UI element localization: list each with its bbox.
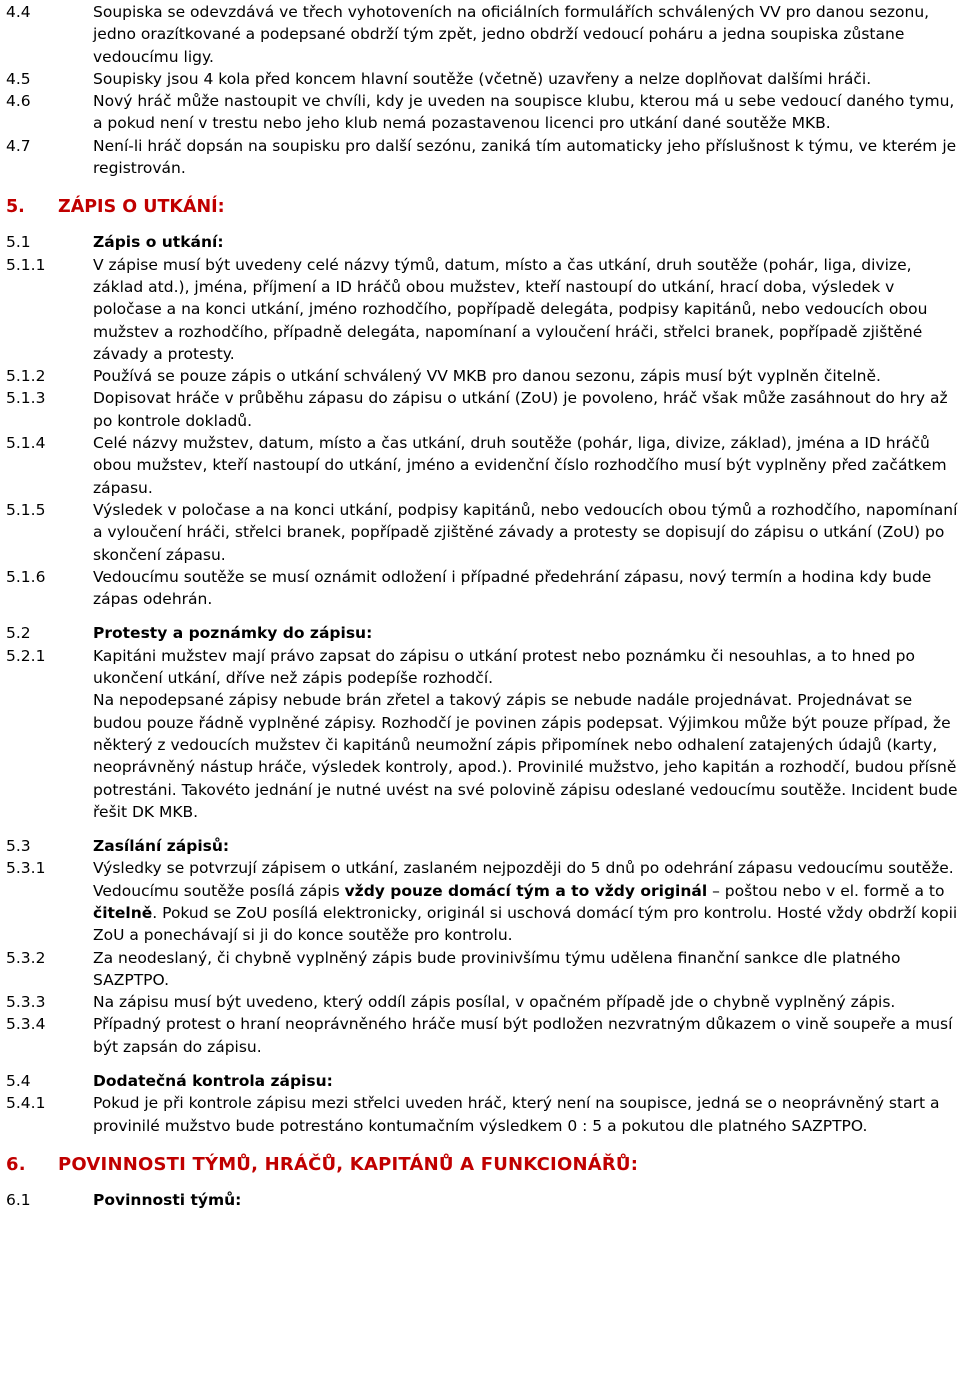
- clause-text-part: Výsledky se potvrzují zápisem o utkání, zaslaném nejpozději do 5 dnů po odehrání zápasu vedoucímu soutěže. Vedoucímu soutěže posílá zápis: [93, 859, 954, 900]
- clause-number: 5.3.2: [6, 948, 46, 967]
- clause-number: 5.2.1: [6, 646, 46, 665]
- clause-5-1-2: [6, 365, 960, 387]
- clause-text: Používá se pouze zápis o utkání schválený VV MKB pro danou sezonu, zápis musí být vyplněn čitelně.: [93, 367, 881, 386]
- clause-number: 5.3.4: [6, 1015, 46, 1034]
- clause-4-4: [6, 1, 960, 68]
- clause-5-1-5: [6, 499, 960, 566]
- clause-text: Pokud je při kontrole zápisu mezi střelci uveden hráč, který není na soupisce, jedná se o neoprávněný start a provinilé mužstvo bude potrestáno kontumačním výsledkem 0 : 5 a pokutou dle platného SAZPTPO.: [93, 1094, 940, 1135]
- section-title: POVINNOSTI TÝMŮ, HRÁČŮ, KAPITÁNŮ A FUNKCIONÁŘŮ:: [58, 1153, 639, 1175]
- section-5-heading: [6, 195, 960, 219]
- clause-number: 4.4: [6, 3, 31, 21]
- subsection-number: 6.1: [6, 1190, 31, 1209]
- clause-number: 4.6: [6, 92, 31, 111]
- clause-5-1-3: [6, 387, 960, 432]
- clause-text: Není-li hráč dopsán na soupisku pro další sezónu, zaniká tím automaticky jeho příslušnost k týmu, ve kterém je registrován.: [93, 136, 957, 178]
- clause-number: 4.5: [6, 69, 31, 88]
- clause-5-3-2: [6, 947, 960, 992]
- clause-4-5: [6, 68, 960, 90]
- clause-emphasis: vždy pouze domácí tým a to vždy originál: [344, 881, 708, 900]
- clause-emphasis: čitelně: [93, 903, 153, 922]
- clause-5-4-1: [6, 1092, 960, 1137]
- subsection-title: Zasílání zápisů:: [93, 837, 230, 856]
- subsection-title: Zápis o utkání:: [93, 233, 224, 252]
- clause-number: 5.3.1: [6, 859, 46, 878]
- section-number: 6.: [6, 1153, 26, 1175]
- clause-number: 5.1.1: [6, 255, 46, 274]
- clause-text: Za neodeslaný, či chybně vyplněný zápis bude provinivšímu týmu udělena finanční sankce dle platného SAZPTPO.: [93, 948, 901, 989]
- clause-number: 5.3.3: [6, 993, 46, 1012]
- subsection-title: Protesty a poznámky do zápisu:: [93, 624, 373, 643]
- clause-number: 5.1.4: [6, 434, 46, 453]
- subsection-title: Dodatečná kontrola zápisu:: [93, 1072, 333, 1091]
- clause-text: Vedoucímu soutěže se musí oznámit odložení i případné předehrání zápasu, nový termín a hodina kdy bude zápas odehrán.: [93, 567, 932, 609]
- clause-text-part: – poštou nebo v el. formě a to: [707, 881, 945, 900]
- clause-5-3-4: [6, 1013, 960, 1058]
- clause-text: Nový hráč může nastoupit ve chvíli, kdy je uveden na soupisce klubu, kterou má u sebe vedoucí daného tymu, a pokud není v trestu nebo jeho klub nemá pozastavenou licenci pro utkání dané soutěže MKB.: [93, 92, 955, 133]
- clause-number: 5.1.3: [6, 389, 46, 408]
- clause-text: Výsledek v poločase a na konci utkání, podpisy kapitánů, nebo vedoucích obou týmů a rozhodčího, napomínaní a vyloučení hráči, střelci branek, popřípadě zjištěné závady a protesty se dopisují do zápisu o utkání (ZoU) po skončení zápasu.: [93, 500, 958, 564]
- clause-text-part: . Pokud se ZoU posílá elektronicky, originál si uschová domácí tým pro kontrolu. Hosté vždy obdrží kopii ZoU a ponechávají si ji do konce soutěže pro kontrolu.: [93, 903, 958, 945]
- clause-number: 4.7: [6, 136, 31, 155]
- clause-4-7: [6, 135, 960, 180]
- section-title: ZÁPIS O UTKÁNÍ:: [58, 197, 225, 218]
- subsection-6-1-heading: [6, 1189, 960, 1211]
- clause-5-1-4: [6, 432, 960, 499]
- clause-text: [93, 857, 960, 946]
- clause-text: Soupisky jsou 4 kola před koncem hlavní soutěže (včetně) uzavřeny a nelze doplňovat dalšími hráči.: [93, 69, 872, 88]
- section-number: 5.: [6, 197, 25, 218]
- clause-text: Kapitáni mužstev mají právo zapsat do zápisu o utkání protest nebo poznámku či nesouhlas, a to hned po ukončení utkání, dříve než zápis podepíše rozhodčí.: [93, 646, 915, 688]
- subsection-5-1-heading: [6, 231, 960, 253]
- clause-text: Dopisovat hráče v průběhu zápasu do zápisu o utkání (ZoU) je povoleno, hráč však může zasáhnout do hry až po kontrole dokladů.: [93, 389, 948, 430]
- subsection-5-4-heading: [6, 1070, 960, 1092]
- subsection-number: 5.1: [6, 233, 31, 252]
- subsection-number: 5.4: [6, 1072, 31, 1091]
- clause-text: Celé názvy mužstev, datum, místo a čas utkání, druh soutěže (pohár, liga, divize, základ), jména a ID hráčů obou mužstev, kteří nastoupí do utkání, jméno a evidenční číslo rozhodčího musí být vyplněny před začátkem zápasu.: [93, 434, 947, 497]
- subsection-number: 5.3: [6, 837, 31, 856]
- clause-number: 5.4.1: [6, 1094, 46, 1113]
- clause-number: 5.1.5: [6, 500, 46, 519]
- clause-text: Na zápisu musí být uvedeno, který oddíl zápis posílal, v opačném případě jde o chybně vyplněný zápis.: [93, 993, 896, 1012]
- clause-4-6: [6, 90, 960, 135]
- clause-text: Soupiska se odevzdává ve třech vyhotoveních na oficiálních formulářích schválených VV pro danou sezonu, jedno orazítkované a podepsané obdrží tým zpět, jedno obdrží vedoucí poháru a jedna soupiska zůstane vedoucímu ligy.: [93, 3, 930, 66]
- subsection-number: 5.2: [6, 624, 31, 643]
- clause-number: 5.1.2: [6, 367, 46, 386]
- subsection-5-2-heading: [6, 622, 960, 644]
- subsection-title: Povinnosti týmů:: [93, 1190, 242, 1209]
- clause-text: V zápise musí být uvedeny celé názvy týmů, datum, místo a čas utkání, druh soutěže (pohár, liga, divize, základ atd.), jména, příjmení a ID hráčů obou mužstev, kteří nastoupí do utkání, hrací doba, výsledek v poločase a na konci utkání, jméno rozhodčího, popřípadě delegáta, podpisy kapitánů, nebo vedoucích obou mužstev a rozhodčího, případně delegáta, napomínaní a vyloučení hráči, střelci branek, popřípadě zjištěné závady a protesty.: [93, 255, 928, 363]
- clause-text: Na nepodepsané zápisy nebude brán zřetel a takový zápis se nebude nadále projednávat. Projednávat se budou pouze řádně vyplněné zápisy. Rozhodčí je povinen zápis podepsat. Výjimkou může být pouze případ, že některý z vedoucích mužstev či kapitánů neumožní zápis připomínek nebo odhalení zatajených údajů (karty, neoprávněný nástup hráče, výsledek kontroly, apod.). Provinilé mužstvo, jeho kapitán a rozhodčí, budou přísně potrestáni. Takovéto jednání je nutné uvést na své polovině zápisu odeslané vedoucímu soutěže. Incident bude řešit DK MKB.: [93, 691, 958, 821]
- clause-5-3-3: [6, 991, 960, 1013]
- section-6-heading: [6, 1153, 960, 1177]
- clause-text: Případný protest o hraní neoprávněného hráče musí být podložen nezvratným důkazem o vině soupeře a musí být zapsán do zápisu.: [93, 1015, 953, 1056]
- clause-5-2-1: [6, 645, 960, 823]
- clause-number: 5.1.6: [6, 567, 46, 586]
- subsection-5-3-heading: [6, 835, 960, 857]
- clause-5-1-6: [6, 566, 960, 611]
- clause-5-3-1: [6, 857, 960, 946]
- clause-5-1-1: [6, 254, 960, 365]
